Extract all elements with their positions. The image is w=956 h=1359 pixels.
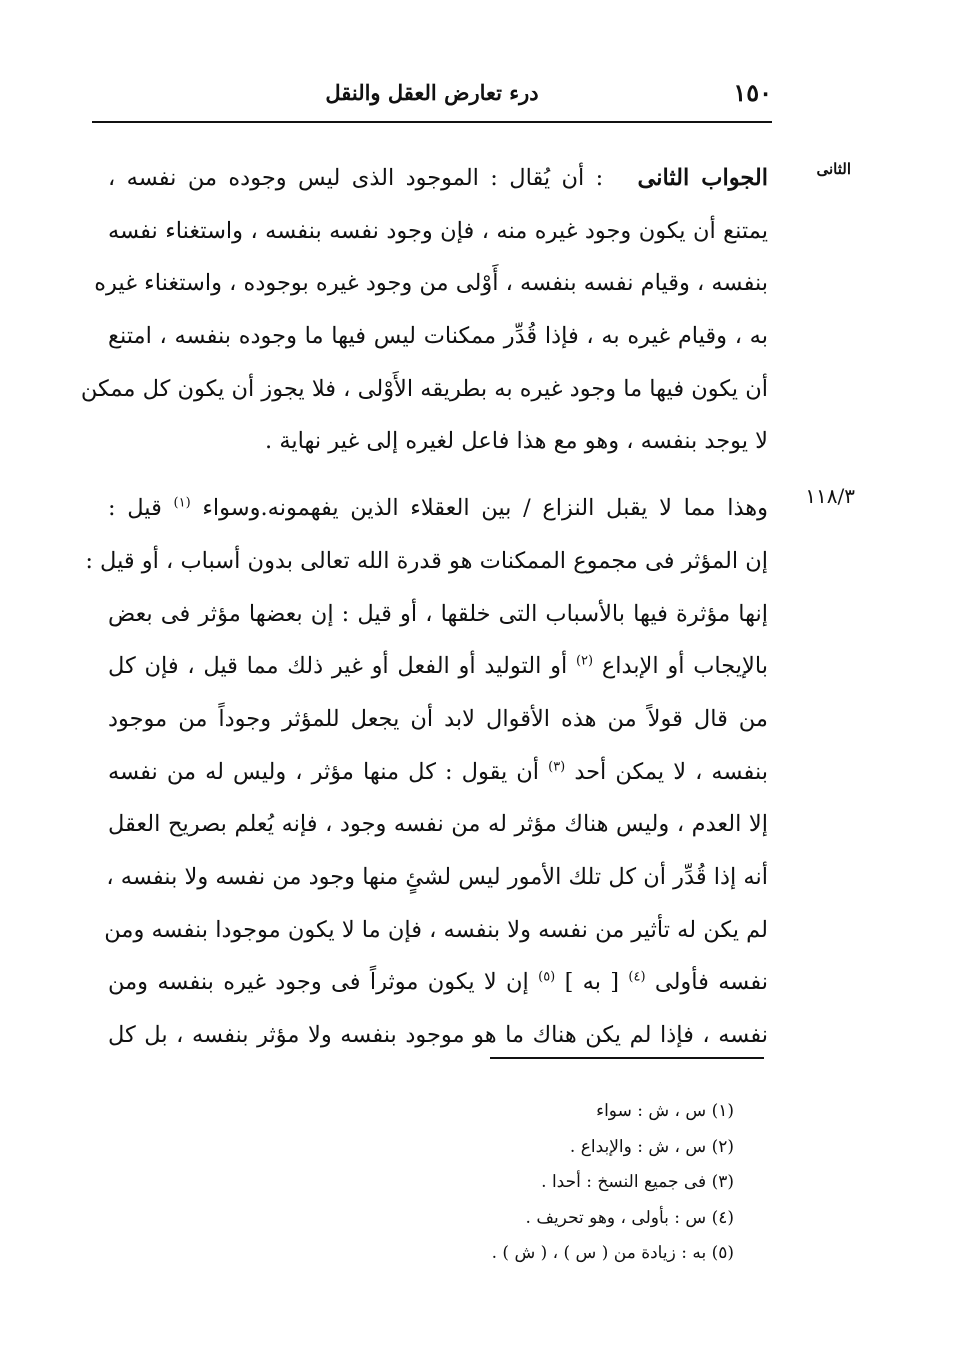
section-heading: الجواب الثانى bbox=[637, 165, 768, 191]
text-span: نفسه فأولى bbox=[654, 969, 768, 996]
text-line: أن يكون فيها ما وجود غيره به بطريقه الأَوْلى ، فلا يجوز أن يكون كل ممكن bbox=[80, 375, 768, 402]
text-span: إن لا يكون موثراً فى وجود غيره بنفسه ومن bbox=[108, 969, 529, 996]
text-line: نفسه ، فإذا لم يكن هناك ما هو موجود بنفسه ولا مؤثر بنفسه ، بل كل bbox=[108, 1022, 768, 1048]
footnote: (٥) به : زيادة من ( س ) ، ( ش ) . bbox=[491, 1243, 734, 1263]
footnote: (٢) س ، ش : والإبداع . bbox=[569, 1136, 734, 1157]
text-span: [ به ] bbox=[564, 969, 620, 996]
margin-note-second-answer: الثانى bbox=[816, 160, 851, 178]
page-header bbox=[92, 78, 772, 114]
text-span: بالإيجاب أو الإبداع bbox=[601, 653, 768, 680]
footnote: (٤) س : بأولى ، وهو تحريف . bbox=[525, 1207, 734, 1228]
footnote-ref: (٥) bbox=[538, 969, 556, 985]
footnote: (١) س ، ش : سواء bbox=[596, 1101, 734, 1121]
text-span: وهذا مما لا يقبل النزاع / بين العقلاء الذين يفهمونه.وسواء bbox=[202, 495, 769, 522]
text-line bbox=[108, 152, 768, 205]
footnote-ref: (٤) bbox=[628, 969, 646, 985]
footnote-ref: (١) bbox=[173, 495, 191, 511]
footnote: (٣) فى جميع النسخ : أحدا . bbox=[541, 1172, 734, 1192]
paragraph-gap bbox=[108, 468, 768, 482]
text-line bbox=[108, 746, 768, 799]
text-line: إن المؤثر فى مجموع الممكنات هو قدرة الله تعالى بدون أسباب ، أو قيل : bbox=[85, 547, 768, 574]
text-span: : أن يُقال : الموجود الذى ليس وجوده من نفسه ، bbox=[108, 165, 604, 191]
text-line: بنفسه ، وقيام نفسه بنفسه ، أَوْلى من وجود غيره بوجوده ، واستغناء غيره bbox=[94, 270, 768, 297]
main-text bbox=[80, 152, 769, 1062]
footnote-divider bbox=[490, 1057, 764, 1059]
page-number: ١٥٠ bbox=[733, 78, 772, 107]
text-span: أن يقول : كل منها مؤثر ، وليس له من نفسه bbox=[108, 758, 540, 785]
text-line: لم يكن له تأثير من نفسه ولا بنفسه ، فإن ما لا يكون موجودا بنفسه ومن bbox=[104, 916, 768, 943]
margin-note-page-ref: ١١٨/٣ bbox=[805, 484, 855, 508]
text-span: أو التوليد أو الفعل أو غير ذلك مما قيل ، فإن كل bbox=[108, 653, 568, 680]
header-divider bbox=[92, 121, 772, 123]
text-line bbox=[108, 640, 768, 693]
footnotes bbox=[314, 1094, 734, 1272]
running-title: درء تعارض العقل والنقل bbox=[325, 80, 539, 105]
text-span: بنفسه ، لا يمكن أحد bbox=[574, 758, 768, 785]
text-line: به ، وقيام غيره به ، فإذا قُدِّر ممكنات ليس فيها ما وجوده بنفسه ، امتنع bbox=[108, 323, 768, 350]
text-line: يمتنع أن يكون وجود غيره منه ، فإن وجود نفسه بنفسه ، واستغناء نفسه bbox=[108, 217, 768, 244]
paragraph bbox=[80, 152, 768, 468]
text-line: إلا العدم ، وليس هناك مؤثر له من نفسه وجود ، فإنه يُعلم بصريح العقل bbox=[108, 811, 768, 838]
text-line: إنها مؤثرة فيها بالأسباب التى خلقها ، أو قيل : إن بعضها مؤثر فى بعض bbox=[108, 600, 768, 627]
footnote-ref: (٢) bbox=[575, 653, 594, 669]
text-line: أنه إذا قُدِّر أن كل تلك الأمور ليس لشئٍ منها وجود من نفسه ولا بنفسه ، bbox=[106, 863, 768, 890]
text-line bbox=[108, 956, 768, 1009]
text-line: من قال قولاً من هذه الأقوال لابد أن يجعل للمؤثر وجوداً من موجود bbox=[108, 705, 768, 732]
text-span: قيل : bbox=[108, 495, 162, 522]
text-line: لا يوجد بنفسه ، وهو مع هذا فاعل لغيره إلى غير نهاية . bbox=[265, 428, 768, 455]
footnote-ref: (٣) bbox=[548, 759, 566, 775]
paragraph bbox=[85, 482, 769, 1062]
text-line bbox=[108, 482, 768, 535]
